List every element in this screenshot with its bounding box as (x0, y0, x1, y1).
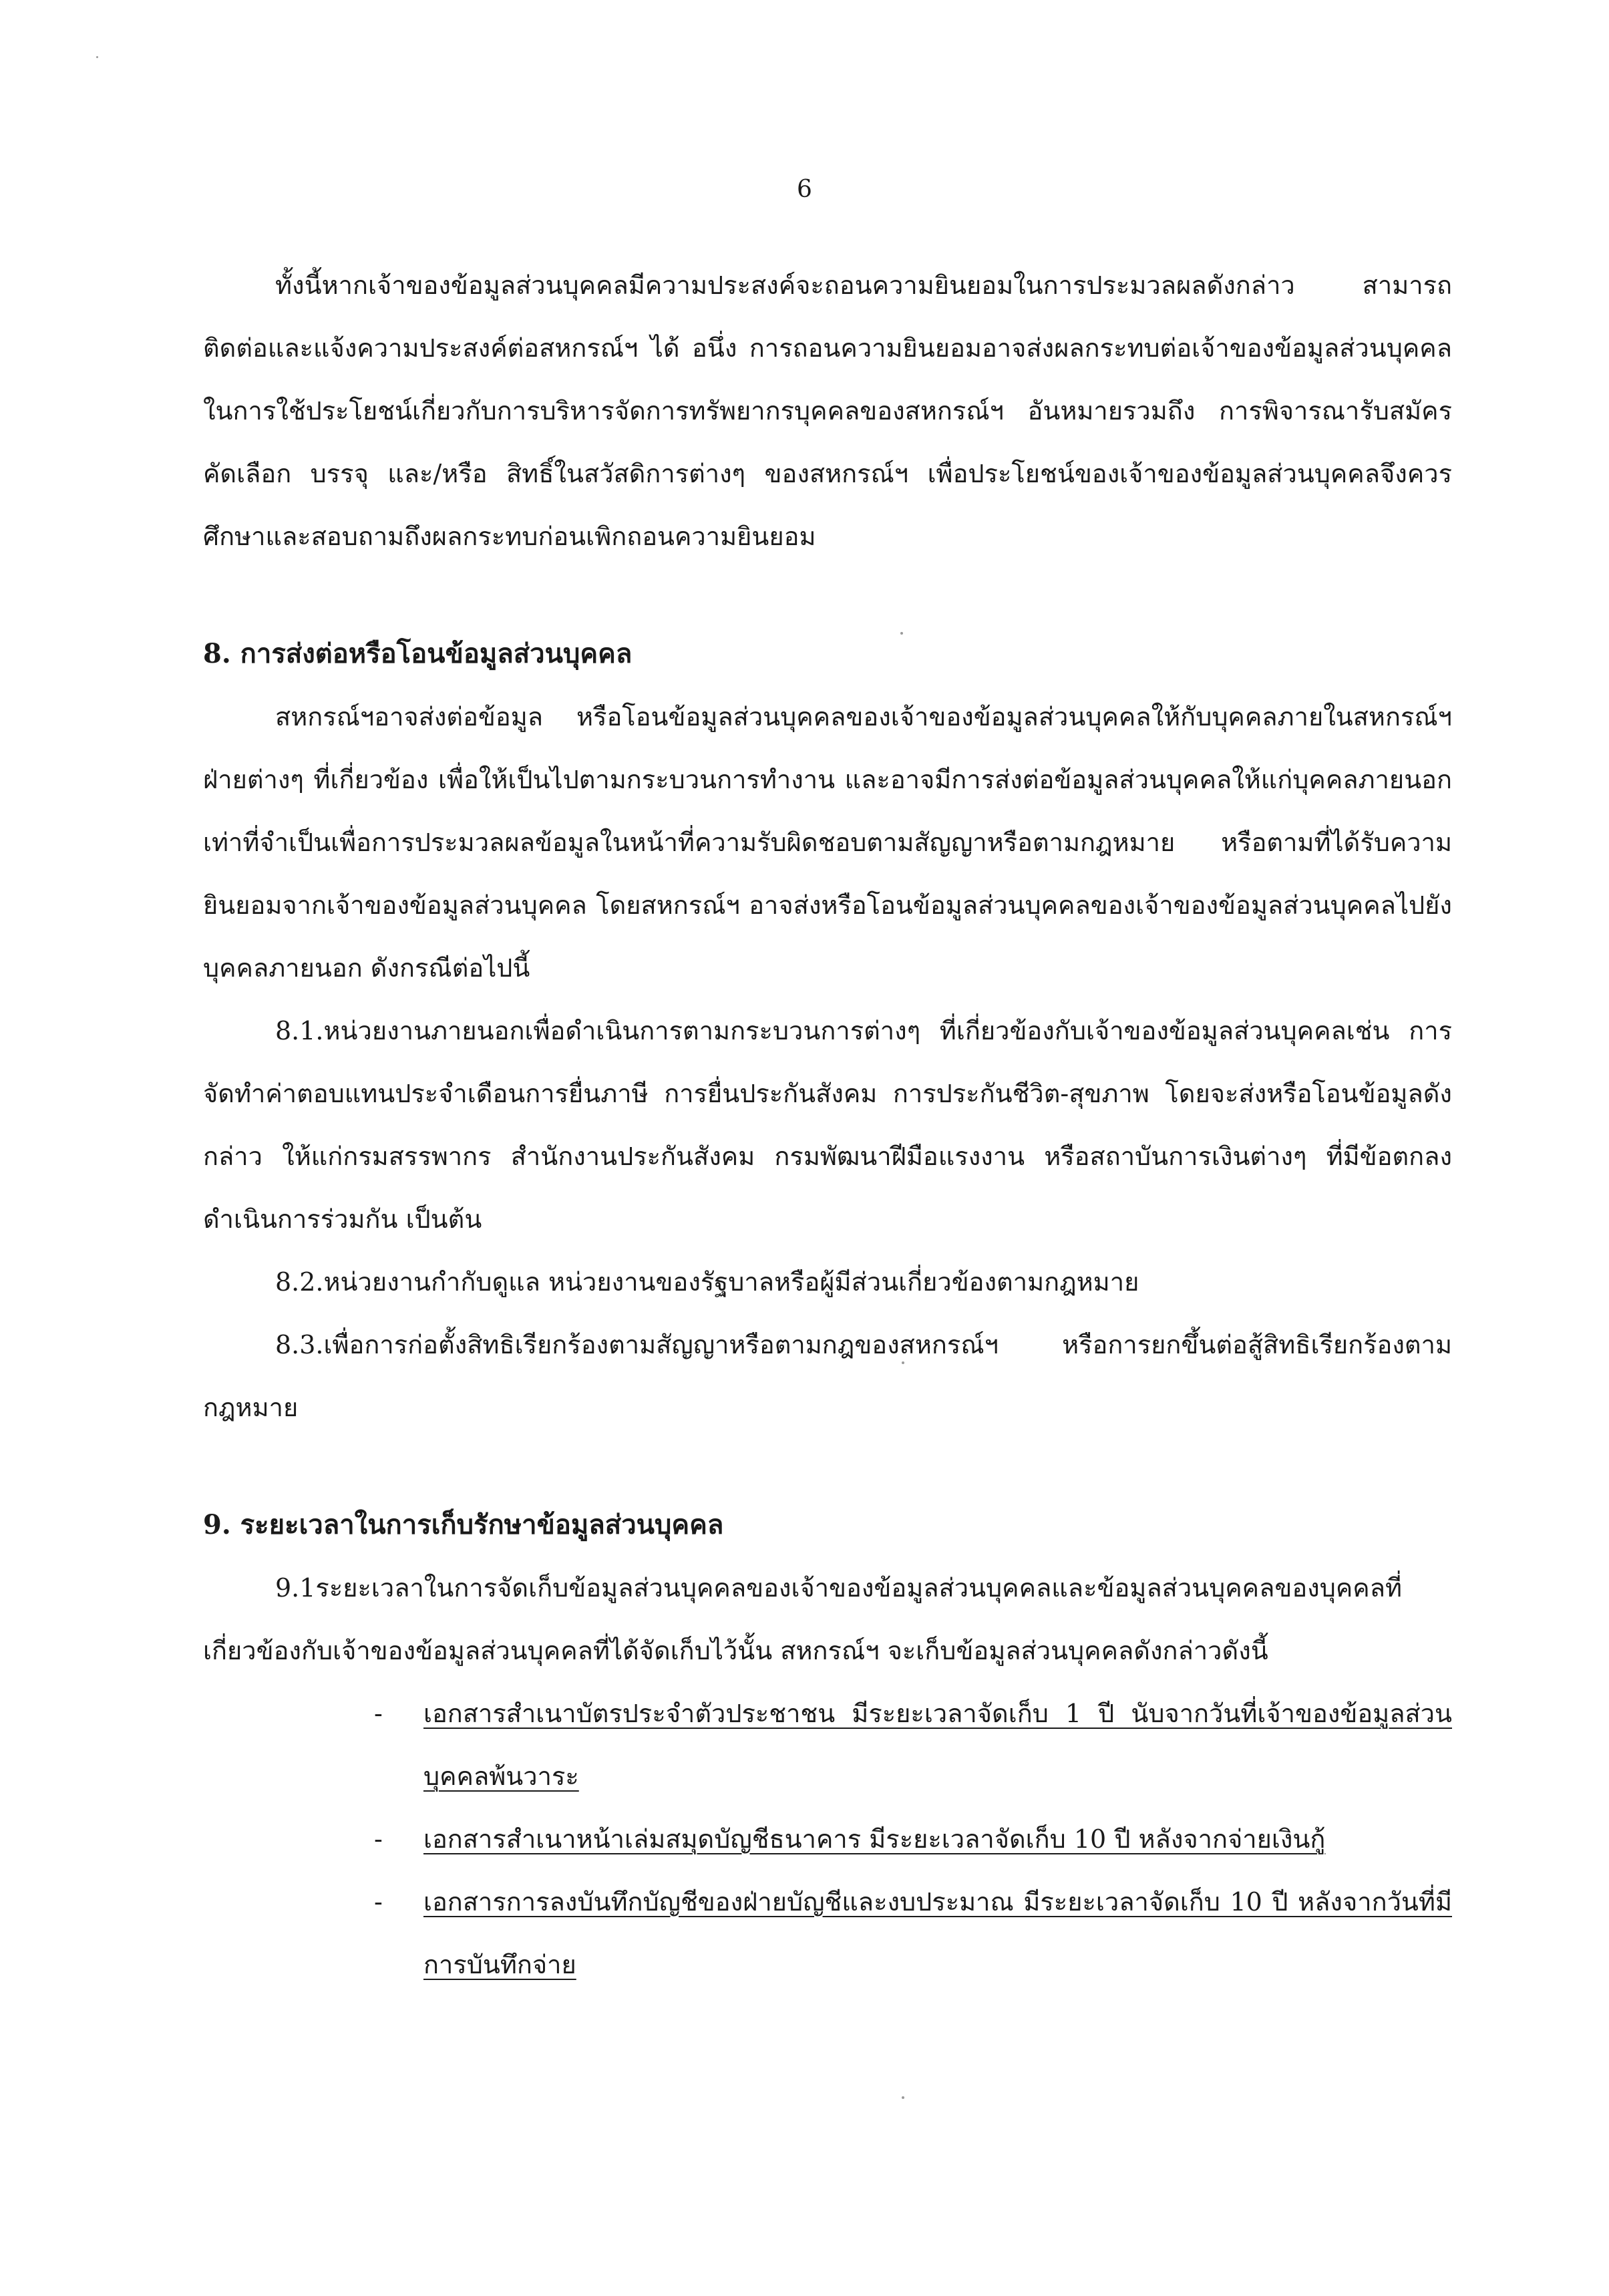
scan-speck (900, 632, 903, 635)
retention-item-accounting: เอกสารการลงบันทึกบัญชีของฝ่ายบัญชีและงบประมาณ มีระยะเวลาจัดเก็บ 10 ปี หลังจากวันที่มีการบันทึกจ่าย (423, 1887, 1452, 1979)
item-8-3: 8.3.เพื่อการก่อตั้งสิทธิเรียกร้องตามสัญญาหรือตามกฎของสหกรณ์ฯ หรือการยกขึ้นต่อสู้สิทธิเรียกร้องตามกฎหมาย (203, 1330, 1452, 1422)
retention-item-id-card: เอกสารสำเนาบัตรประจำตัวประชาชน มีระยะเวลาจัดเก็บ 1 ปี นับจากวันที่เจ้าของข้อมูลส่วนบุคคลพ้นวาระ (423, 1699, 1452, 1791)
bullet-dash: - (374, 1699, 383, 1728)
item-8-2: 8.2.หน่วยงานกำกับดูแล หน่วยงานของรัฐบาลหรือผู้มีส่วนเกี่ยวข้องตามกฎหมาย (275, 1267, 1139, 1297)
list-item (203, 1808, 1452, 1870)
intro-paragraph: ทั้งนี้หากเจ้าของข้อมูลส่วนบุคคลมีความประสงค์จะถอนความยินยอมในการประมวลผลดังกล่าว สามารถติดต่อและแจ้งความประสงค์ต่อสหกรณ์ฯ ได้ อนึ่ง การถอนความยินยอมอาจส่งผลกระทบต่อเจ้าของข้อมูลส่วนบุคคลในการใช้ประโยชน์เกี่ยวกับการบริหารจัดการทรัพยากรบุคคลของสหกรณ์ฯ อันหมายรวมถึง การพิจารณารับสมัคร คัดเลือก บรรจุ และ/หรือ สิทธิ์ในสวัสดิการต่างๆ ของสหกรณ์ฯ เพื่อประโยชน์ของเจ้าของข้อมูลส่วนบุคคลจึงควรศึกษาและสอบถามถึงผลกระทบก่อนเพิกถอนความยินยอม (203, 271, 1452, 551)
list-item (203, 1870, 1452, 1996)
retention-list (203, 1682, 1452, 1996)
document-body (203, 254, 1452, 1996)
scan-speck (902, 2096, 904, 2099)
bullet-dash: - (374, 1824, 383, 1854)
scan-speck (96, 56, 98, 58)
list-item (203, 1682, 1452, 1808)
bullet-dash: - (374, 1887, 383, 1917)
item-9-1: 9.1ระยะเวลาในการจัดเก็บข้อมูลส่วนบุคคลของเจ้าของข้อมูลส่วนบุคคลและข้อมูลส่วนบุคคลของบุคคลที่เกี่ยวข้องกับเจ้าของข้อมูลส่วนบุคคลที่ได้จัดเก็บไว้นั้น สหกรณ์ฯ จะเก็บข้อมูลส่วนบุคคลดังกล่าวดังนี้ (203, 1573, 1403, 1665)
scan-speck (902, 1361, 904, 1364)
section-spacer (203, 568, 1452, 623)
section-spacer (203, 1439, 1452, 1494)
retention-item-bankbook: เอกสารสำเนาหน้าเล่มสมุดบัญชีธนาคาร มีระยะเวลาจัดเก็บ 10 ปี หลังจากจ่ายเงินกู้ (423, 1824, 1326, 1854)
section-8-heading: 8. การส่งต่อหรือโอนข้อมูลส่วนบุคคล (203, 638, 633, 669)
section-9-heading: 9. ระยะเวลาในการเก็บรักษาข้อมูลส่วนบุคคล (203, 1509, 724, 1540)
item-8-1: 8.1.หน่วยงานภายนอกเพื่อดำเนินการตามกระบวนการต่างๆ ที่เกี่ยวข้องกับเจ้าของข้อมูลส่วนบุคคลเช่น การจัดทำค่าตอบแทนประจำเดือนการยื่นภาษี การยื่นประกันสังคม การประกันชีวิต-สุขภาพ โดยจะส่งหรือโอนข้อมูลดังกล่าว ให้แก่กรมสรรพากร สำนักงานประกันสังคม กรมพัฒนาฝีมือแรงงาน หรือสถาบันการเงินต่างๆ ที่มีข้อตกลงดำเนินการร่วมกัน เป็นต้น (203, 1016, 1452, 1234)
page-number: 6 (797, 176, 812, 203)
section-8-paragraph: สหกรณ์ฯอาจส่งต่อข้อมูล หรือโอนข้อมูลส่วนบุคคลของเจ้าของข้อมูลส่วนบุคคลให้กับบุคคลภายในสหกรณ์ฯ ฝ่ายต่างๆ ที่เกี่ยวข้อง เพื่อให้เป็นไปตามกระบวนการทำงาน และอาจมีการส่งต่อข้อมูลส่วนบุคคลให้แก่บุคคลภายนอกเท่าที่จำเป็นเพื่อการประมวลผลข้อมูลในหน้าที่ความรับผิดชอบตามสัญญาหรือตามกฎหมาย หรือตามที่ได้รับความยินยอมจากเจ้าของข้อมูลส่วนบุคคล โดยสหกรณ์ฯ อาจส่งหรือโอนข้อมูลส่วนบุคคลของเจ้าของข้อมูลส่วนบุคคลไปยังบุคคลภายนอก ดังกรณีต่อไปนี้ (203, 702, 1452, 983)
